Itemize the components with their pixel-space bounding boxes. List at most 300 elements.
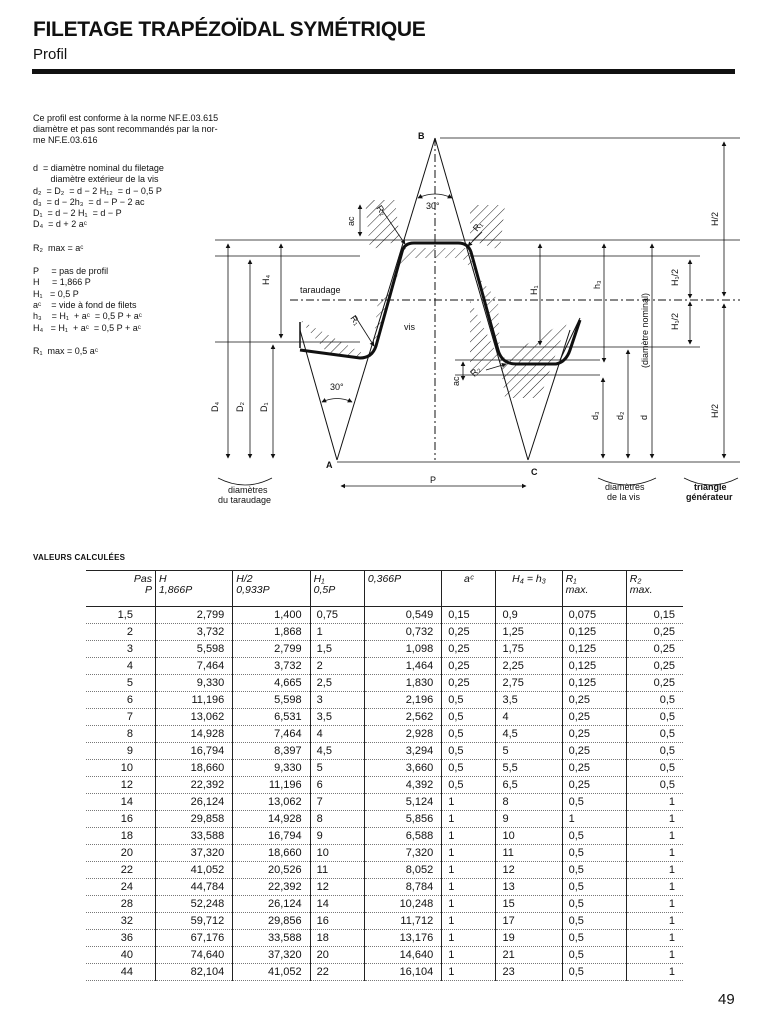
table-cell: 1 bbox=[442, 794, 496, 811]
table-cell: 1 bbox=[442, 930, 496, 947]
table-cell: 0,75 bbox=[310, 607, 364, 624]
def-line: H₄ = H₁ + aᶜ = 0,5 P + aᶜ bbox=[33, 322, 141, 333]
table-cell: 1 bbox=[562, 811, 626, 828]
table-cell: 0,549 bbox=[364, 607, 441, 624]
table-cell: 0,5 bbox=[626, 726, 683, 743]
section-title: VALEURS CALCULÉES bbox=[33, 553, 126, 562]
table-cell: 12 bbox=[310, 879, 364, 896]
table-row bbox=[86, 777, 683, 794]
table-row bbox=[86, 896, 683, 913]
table-cell: 20 bbox=[310, 947, 364, 964]
table-cell: 0,5 bbox=[442, 709, 496, 726]
intro-line: Ce profil est conforme à la norme NF.E.03.615 bbox=[33, 113, 219, 123]
table-cell: 0,25 bbox=[442, 641, 496, 658]
table-row bbox=[86, 879, 683, 896]
table-cell: 11,196 bbox=[155, 692, 232, 709]
column-header-line: R₂ bbox=[629, 573, 642, 585]
table-cell: 0,5 bbox=[562, 913, 626, 930]
table-cell: 37,320 bbox=[233, 947, 310, 964]
table-cell: 9 bbox=[86, 743, 155, 760]
table-cell: 10,248 bbox=[364, 896, 441, 913]
table-cell: 2 bbox=[86, 624, 155, 641]
table-cell: 0,5 bbox=[442, 692, 496, 709]
table-cell: 4,5 bbox=[310, 743, 364, 760]
table-row bbox=[86, 930, 683, 947]
table-cell: 0,5 bbox=[562, 845, 626, 862]
table-cell: 7 bbox=[310, 794, 364, 811]
column-header-line: R₁ bbox=[565, 573, 577, 585]
d1-label: D₁ bbox=[259, 402, 269, 412]
table-cell: 2,196 bbox=[364, 692, 441, 709]
column-header-line: 1,866P bbox=[158, 584, 193, 596]
def-line: d₃ = d − 2h₃ = d − P − 2 ac bbox=[33, 196, 145, 207]
d2cap-label: D₂ bbox=[235, 402, 245, 412]
table-cell: 1,868 bbox=[233, 624, 310, 641]
page-title: FILETAGE TRAPÉZOÏDAL SYMÉTRIQUE bbox=[33, 18, 426, 41]
table-cell: 0,5 bbox=[626, 743, 683, 760]
table-cell: 11,196 bbox=[233, 777, 310, 794]
point-b-label: B bbox=[418, 131, 425, 141]
table-row bbox=[86, 607, 683, 624]
table-cell: 14 bbox=[310, 896, 364, 913]
table-cell: 0,5 bbox=[562, 879, 626, 896]
table-cell: 6,531 bbox=[233, 709, 310, 726]
table-cell: 3,732 bbox=[155, 624, 232, 641]
table-cell: 1,75 bbox=[496, 641, 562, 658]
table-cell: 16,794 bbox=[233, 828, 310, 845]
table-cell: 9 bbox=[310, 828, 364, 845]
def-line: d = diamètre nominal du filetage bbox=[33, 163, 164, 173]
table-cell: 1 bbox=[626, 828, 683, 845]
column-header bbox=[562, 571, 626, 607]
table-cell: 0,5 bbox=[626, 760, 683, 777]
table-cell: 0,125 bbox=[562, 658, 626, 675]
vis-label: vis bbox=[404, 322, 415, 332]
table-cell: 13,062 bbox=[233, 794, 310, 811]
table-cell: 3,5 bbox=[496, 692, 562, 709]
intro-line: me NF.E.03.616 bbox=[33, 135, 98, 145]
table-cell: 14 bbox=[86, 794, 155, 811]
table-cell: 15 bbox=[496, 896, 562, 913]
table-cell: 6,5 bbox=[496, 777, 562, 794]
table-cell: 8 bbox=[310, 811, 364, 828]
table-cell: 0,5 bbox=[562, 862, 626, 879]
table-cell: 0,5 bbox=[562, 947, 626, 964]
column-header bbox=[155, 571, 232, 607]
table-cell: 1,25 bbox=[496, 624, 562, 641]
table-cell: 1 bbox=[442, 947, 496, 964]
table-cell: 82,104 bbox=[155, 964, 232, 981]
table-cell: 0,25 bbox=[442, 675, 496, 692]
table-cell: 28 bbox=[86, 896, 155, 913]
table-cell: 33,588 bbox=[155, 828, 232, 845]
page-number: 49 bbox=[718, 991, 735, 1008]
table-cell: 0,5 bbox=[442, 743, 496, 760]
table-cell: 4,5 bbox=[496, 726, 562, 743]
column-header-line: H/2 bbox=[236, 573, 253, 585]
table-row bbox=[86, 624, 683, 641]
table-cell: 1 bbox=[442, 896, 496, 913]
def-line-r1: R₁ max = 0,5 aᶜ bbox=[33, 345, 98, 356]
h1-label: H₁ bbox=[529, 285, 539, 295]
table-cell: 0,5 bbox=[626, 692, 683, 709]
column-header bbox=[310, 571, 364, 607]
table-row bbox=[86, 828, 683, 845]
d3-label: d₃ bbox=[590, 411, 600, 420]
table-cell: 11 bbox=[310, 862, 364, 879]
column-header-line: 0,366P bbox=[367, 573, 402, 585]
table-cell: 1 bbox=[626, 964, 683, 981]
table-cell: 20,526 bbox=[233, 862, 310, 879]
table-cell: 18 bbox=[86, 828, 155, 845]
h3-label: h₃ bbox=[592, 280, 602, 289]
column-header bbox=[86, 571, 155, 607]
table-cell: 0,15 bbox=[442, 607, 496, 624]
ac-top-label: ac bbox=[346, 216, 356, 226]
triangle-label-2: générateur bbox=[686, 492, 733, 502]
table-cell: 1 bbox=[442, 828, 496, 845]
table-cell: 18 bbox=[310, 930, 364, 947]
table-cell: 9 bbox=[496, 811, 562, 828]
diam-nominal-label: (diamètre nominal) bbox=[640, 292, 650, 368]
table-cell: 0,25 bbox=[626, 624, 683, 641]
column-header-line: H bbox=[158, 573, 167, 585]
def-line: H₁ = 0,5 P bbox=[33, 288, 79, 299]
table-cell: 41,052 bbox=[233, 964, 310, 981]
table-cell: 1 bbox=[626, 862, 683, 879]
column-header-line: max. bbox=[565, 584, 589, 596]
table-row bbox=[86, 658, 683, 675]
r2-top-label: R₂ bbox=[374, 203, 389, 218]
table-cell: 19 bbox=[496, 930, 562, 947]
table-cell: 24 bbox=[86, 879, 155, 896]
table-row bbox=[86, 709, 683, 726]
column-header-line: 0,5P bbox=[313, 584, 336, 596]
table-cell: 6 bbox=[86, 692, 155, 709]
table-cell: 10 bbox=[86, 760, 155, 777]
table-cell: 41,052 bbox=[155, 862, 232, 879]
table-cell: 10 bbox=[310, 845, 364, 862]
table-cell: 0,5 bbox=[562, 930, 626, 947]
table-cell: 23 bbox=[496, 964, 562, 981]
table-row bbox=[86, 726, 683, 743]
table-row bbox=[86, 692, 683, 709]
table-cell: 8 bbox=[86, 726, 155, 743]
table-cell: 3,660 bbox=[364, 760, 441, 777]
column-header bbox=[442, 571, 496, 607]
table-cell: 7,464 bbox=[155, 658, 232, 675]
table-cell: 1 bbox=[626, 930, 683, 947]
table-cell: 2,25 bbox=[496, 658, 562, 675]
table-cell: 0,5 bbox=[562, 964, 626, 981]
table-cell: 1,400 bbox=[233, 607, 310, 624]
def-line: D₄ = d + 2 aᶜ bbox=[33, 219, 87, 230]
table-cell: 0,25 bbox=[562, 777, 626, 794]
table-cell: 1 bbox=[626, 845, 683, 862]
table-row bbox=[86, 675, 683, 692]
column-header bbox=[626, 571, 683, 607]
table-cell: 9,330 bbox=[155, 675, 232, 692]
def-line: H = 1,866 P bbox=[33, 277, 91, 288]
table-cell: 5,5 bbox=[496, 760, 562, 777]
table-cell: 18,660 bbox=[233, 845, 310, 862]
table-cell: 0,25 bbox=[626, 658, 683, 675]
table-cell: 74,640 bbox=[155, 947, 232, 964]
h1-half-label-b: H₁/2 bbox=[670, 312, 680, 330]
table-cell: 0,125 bbox=[562, 675, 626, 692]
diam-vis-label-1: diamètres bbox=[605, 482, 645, 492]
table-cell: 6,588 bbox=[364, 828, 441, 845]
table-cell: 0,25 bbox=[626, 675, 683, 692]
column-header-line: Pas bbox=[133, 573, 152, 585]
table-cell: 3,732 bbox=[233, 658, 310, 675]
table-cell: 16,794 bbox=[155, 743, 232, 760]
table-cell: 9,330 bbox=[233, 760, 310, 777]
table-cell: 6 bbox=[310, 777, 364, 794]
table-cell: 20 bbox=[86, 845, 155, 862]
intro-line: diamètre et pas sont recommandés par la nor- bbox=[33, 124, 218, 134]
table-cell: 17 bbox=[496, 913, 562, 930]
triangle-label-1: triangle bbox=[694, 482, 727, 492]
table-cell: 5,856 bbox=[364, 811, 441, 828]
table-cell: 10 bbox=[496, 828, 562, 845]
table-cell: 0,25 bbox=[562, 760, 626, 777]
table-cell: 33,588 bbox=[233, 930, 310, 947]
table-cell: 8,052 bbox=[364, 862, 441, 879]
table-row bbox=[86, 964, 683, 981]
d-label: d bbox=[639, 414, 649, 420]
h-half-label-b: H/2 bbox=[710, 403, 720, 418]
table-row bbox=[86, 641, 683, 658]
table-cell: 0,25 bbox=[562, 726, 626, 743]
column-header-line: max. bbox=[629, 584, 653, 596]
table-cell: 2,562 bbox=[364, 709, 441, 726]
h4-label: H₄ bbox=[261, 274, 271, 285]
table-cell: 12 bbox=[86, 777, 155, 794]
table-cell: 0,25 bbox=[442, 658, 496, 675]
table-cell: 0,125 bbox=[562, 624, 626, 641]
table-row bbox=[86, 845, 683, 862]
table-cell: 1 bbox=[310, 624, 364, 641]
table-cell: 2 bbox=[310, 658, 364, 675]
table-cell: 2,75 bbox=[496, 675, 562, 692]
r1-left-label: R₁ bbox=[348, 313, 363, 327]
table-cell: 8,784 bbox=[364, 879, 441, 896]
table-cell: 7 bbox=[86, 709, 155, 726]
column-header bbox=[233, 571, 310, 607]
table-cell: 4 bbox=[86, 658, 155, 675]
table-cell: 4,392 bbox=[364, 777, 441, 794]
table-cell: 67,176 bbox=[155, 930, 232, 947]
table-cell: 1,830 bbox=[364, 675, 441, 692]
values-table bbox=[86, 570, 683, 981]
table-cell: 1 bbox=[442, 964, 496, 981]
table-cell: 0,25 bbox=[626, 641, 683, 658]
table-cell: 3 bbox=[310, 692, 364, 709]
table-cell: 36 bbox=[86, 930, 155, 947]
table-cell: 1 bbox=[442, 913, 496, 930]
table-cell: 4,665 bbox=[233, 675, 310, 692]
table-cell: 21 bbox=[496, 947, 562, 964]
table-cell: 1 bbox=[442, 811, 496, 828]
r2-bottom-label: R₂ bbox=[468, 364, 483, 379]
table-cell: 0,5 bbox=[562, 896, 626, 913]
table-cell: 5 bbox=[310, 760, 364, 777]
table-cell: 8 bbox=[496, 794, 562, 811]
table-cell: 0,25 bbox=[562, 743, 626, 760]
column-header bbox=[364, 571, 441, 607]
table-cell: 1,5 bbox=[310, 641, 364, 658]
table-cell: 22,392 bbox=[233, 879, 310, 896]
table-cell: 0,25 bbox=[562, 709, 626, 726]
def-line: d₂ = D₂ = d − 2 H₁₂ = d − 0,5 P bbox=[33, 185, 162, 196]
table-cell: 0,25 bbox=[562, 692, 626, 709]
def-line: D₁ = d − 2 H₁ = d − P bbox=[33, 208, 122, 219]
r1-top-label: R₁ bbox=[470, 219, 485, 234]
taraudage-label: taraudage bbox=[300, 285, 341, 295]
table-row bbox=[86, 947, 683, 964]
table-cell: 26,124 bbox=[233, 896, 310, 913]
table-cell: 11 bbox=[496, 845, 562, 862]
table-cell: 37,320 bbox=[155, 845, 232, 862]
ac-bottom-label: ac bbox=[451, 376, 461, 386]
table-row bbox=[86, 811, 683, 828]
table-cell: 14,928 bbox=[233, 811, 310, 828]
table-cell: 7,320 bbox=[364, 845, 441, 862]
d2-label: d₂ bbox=[615, 411, 625, 420]
p-label: P bbox=[430, 475, 437, 485]
table-cell: 0,5 bbox=[442, 760, 496, 777]
table-cell: 14,928 bbox=[155, 726, 232, 743]
table-cell: 0,5 bbox=[562, 828, 626, 845]
table-cell: 12 bbox=[496, 862, 562, 879]
table-cell: 3,5 bbox=[310, 709, 364, 726]
table-cell: 1 bbox=[626, 794, 683, 811]
table-cell: 2,799 bbox=[155, 607, 232, 624]
table-cell: 5,124 bbox=[364, 794, 441, 811]
table-cell: 1 bbox=[626, 947, 683, 964]
table-cell: 0,5 bbox=[442, 726, 496, 743]
def-line: P = pas de profil bbox=[33, 266, 109, 277]
table-row bbox=[86, 913, 683, 930]
column-header-line: aᶜ bbox=[464, 573, 474, 585]
table-cell: 0,5 bbox=[626, 777, 683, 794]
table-cell: 1 bbox=[626, 913, 683, 930]
column-header bbox=[496, 571, 562, 607]
table-cell: 0,5 bbox=[562, 794, 626, 811]
table-cell: 8,397 bbox=[233, 743, 310, 760]
angle-bottom-label: 30° bbox=[330, 382, 344, 392]
table-cell: 1,5 bbox=[86, 607, 155, 624]
def-line: diamètre extérieur de la vis bbox=[33, 174, 159, 185]
table-cell: 16,104 bbox=[364, 964, 441, 981]
table-cell: 0,732 bbox=[364, 624, 441, 641]
table-cell: 0,9 bbox=[496, 607, 562, 624]
column-header-line: H₄ = h₃ bbox=[512, 573, 546, 585]
table-cell: 22 bbox=[310, 964, 364, 981]
table-cell: 0,25 bbox=[442, 624, 496, 641]
table-cell: 4 bbox=[310, 726, 364, 743]
table-cell: 29,858 bbox=[155, 811, 232, 828]
table-cell: 3,294 bbox=[364, 743, 441, 760]
def-line-r2: R₂ max = aᶜ bbox=[33, 242, 84, 253]
table-cell: 22,392 bbox=[155, 777, 232, 794]
table-cell: 2,928 bbox=[364, 726, 441, 743]
table-cell: 4 bbox=[496, 709, 562, 726]
table-cell: 32 bbox=[86, 913, 155, 930]
table-cell: 5,598 bbox=[233, 692, 310, 709]
table-cell: 59,712 bbox=[155, 913, 232, 930]
table-cell: 13 bbox=[496, 879, 562, 896]
table-cell: 1 bbox=[626, 879, 683, 896]
column-header-line: 0,933P bbox=[236, 584, 270, 596]
table-row bbox=[86, 794, 683, 811]
table-cell: 1 bbox=[626, 811, 683, 828]
angle-top-label: 30° bbox=[426, 201, 440, 211]
h-half-label-a: H/2 bbox=[710, 211, 720, 226]
table-cell: 2,5 bbox=[310, 675, 364, 692]
table-cell: 7,464 bbox=[233, 726, 310, 743]
table-cell: 14,640 bbox=[364, 947, 441, 964]
table-cell: 22 bbox=[86, 862, 155, 879]
column-header-line: H₁ bbox=[313, 573, 325, 585]
table-cell: 11,712 bbox=[364, 913, 441, 930]
table-cell: 1,464 bbox=[364, 658, 441, 675]
table-cell: 13,176 bbox=[364, 930, 441, 947]
point-c-label: C bbox=[531, 467, 538, 477]
table-cell: 2,799 bbox=[233, 641, 310, 658]
table-cell: 1 bbox=[626, 896, 683, 913]
table-row bbox=[86, 760, 683, 777]
d4-label: D₄ bbox=[210, 401, 220, 412]
table-row bbox=[86, 862, 683, 879]
table-cell: 40 bbox=[86, 947, 155, 964]
table-cell: 5,598 bbox=[155, 641, 232, 658]
table-cell: 52,248 bbox=[155, 896, 232, 913]
table-cell: 3 bbox=[86, 641, 155, 658]
table-cell: 29,856 bbox=[233, 913, 310, 930]
table-cell: 5 bbox=[86, 675, 155, 692]
table-cell: 16 bbox=[86, 811, 155, 828]
diam-taraudage-label-2: du taraudage bbox=[218, 495, 272, 505]
table-cell: 26,124 bbox=[155, 794, 232, 811]
table-cell: 1,098 bbox=[364, 641, 441, 658]
table-cell: 1 bbox=[442, 862, 496, 879]
table-cell: 1 bbox=[442, 845, 496, 862]
table-cell: 0,15 bbox=[626, 607, 683, 624]
table-cell: 1 bbox=[442, 879, 496, 896]
diam-taraudage-label-1: diamètres bbox=[228, 485, 268, 495]
table-cell: 0,125 bbox=[562, 641, 626, 658]
h1-half-label-a: H₁/2 bbox=[670, 268, 680, 286]
diam-vis-label-2: de la vis bbox=[607, 492, 641, 502]
table-cell: 18,660 bbox=[155, 760, 232, 777]
column-header-line: P bbox=[144, 584, 152, 596]
table-row bbox=[86, 743, 683, 760]
def-line: h₃ = H₁ + aᶜ = 0,5 P + aᶜ bbox=[33, 311, 142, 322]
table-cell: 0,075 bbox=[562, 607, 626, 624]
table-header-row bbox=[86, 571, 683, 607]
table-cell: 5 bbox=[496, 743, 562, 760]
point-a-label: A bbox=[326, 460, 333, 470]
page-subtitle: Profil bbox=[33, 46, 68, 63]
table-cell: 44,784 bbox=[155, 879, 232, 896]
table-cell: 16 bbox=[310, 913, 364, 930]
table-cell: 44 bbox=[86, 964, 155, 981]
table-body bbox=[86, 607, 683, 981]
table-cell: 0,5 bbox=[626, 709, 683, 726]
table-cell: 0,5 bbox=[442, 777, 496, 794]
